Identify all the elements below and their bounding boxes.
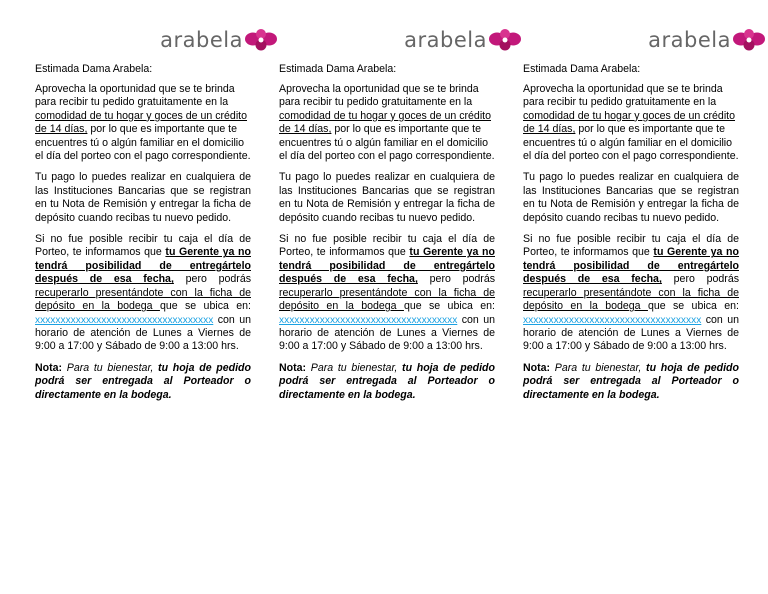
p3-recover-underline: recuperarlo presentándote con la ficha de depósito en la bodega (523, 286, 739, 313)
p3-gerente-warning: tu Gerente ya no tendrá posibilidad de entregártelo después de esa fecha, (279, 246, 495, 286)
p3-recover-underline: recuperarlo presentándote con la ficha de depósito en la bodega (35, 286, 251, 313)
note-paragraph (35, 362, 251, 402)
note-label: Nota: (35, 361, 63, 374)
note-text: tu hoja de pedido podrá ser entregada al Porteador o directamente en la bodega. (35, 361, 252, 401)
note-label: Nota: (279, 361, 307, 374)
p3-text: Si no fue posible recibir tu caja el día de Porteo, te informamos que (279, 233, 495, 259)
p3-gerente-warning: tu Gerente ya no tendrá posibilidad de entregártelo después de esa fecha, (35, 246, 251, 286)
p3-location-intro: que se ubica en: (159, 300, 251, 313)
p3-schedule: con un horario de atención de Lunes a Viernes de 9:00 a 17:00 y Sábado de 9:00 a 13:00 hrs. (35, 313, 251, 353)
p3-schedule: con un horario de atención de Lunes a Viernes de 9:00 a 17:00 y Sábado de 9:00 a 13:00 hrs. (523, 313, 739, 353)
p1-text-end: por lo que es importante que te encuentres tú o algún familiar en el domicilio el día del porteo con el pago correspondiente. (279, 123, 495, 163)
p3-location-intro: que se ubica en: (403, 300, 495, 313)
note-paragraph (523, 362, 739, 402)
note-intro: Para tu bienestar, (306, 361, 398, 374)
paragraph-1 (35, 83, 251, 163)
warehouse-address-link[interactable]: xxxxxxxxxxxxxxxxxxxxxxxxxxxxxxxxxxx (279, 314, 458, 326)
logo-text: arabela (648, 28, 731, 52)
paragraph-1 (523, 83, 739, 163)
letter-body (35, 83, 251, 410)
p1-credit-underline: comodidad de tu hogar y goces de un crédito de 14 días, (523, 109, 736, 136)
note-intro: Para tu bienestar, (62, 361, 154, 374)
warehouse-address-link[interactable]: xxxxxxxxxxxxxxxxxxxxxxxxxxxxxxxxxxx (35, 314, 214, 326)
p1-text: Aprovecha la oportunidad que se te brinda para recibir tu pedido gratuitamente en la (523, 83, 723, 109)
p1-text-end: por lo que es importante que te encuentres tú o algún familiar en el domicilio el día del porteo con el pago correspondiente. (523, 123, 739, 163)
orchid-icon (732, 28, 766, 52)
arabela-logo (404, 27, 522, 53)
greeting: Estimada Dama Arabela: (523, 63, 641, 75)
paragraph-3 (279, 233, 495, 354)
p3-recover-underline: recuperarlo presentándote con la ficha de depósito en la bodega (279, 286, 495, 313)
p3-text: Si no fue posible recibir tu caja el día de Porteo, te informamos que (35, 233, 251, 259)
p1-text: Aprovecha la oportunidad que se te brinda para recibir tu pedido gratuitamente en la (35, 83, 235, 109)
note-text: tu hoja de pedido podrá ser entregada al Porteador o directamente en la bodega. (279, 361, 496, 401)
orchid-icon (488, 28, 522, 52)
p3-text-mid: pero podrás (417, 273, 496, 286)
arabela-logo (160, 27, 278, 53)
p3-text-mid: pero podrás (661, 273, 740, 286)
greeting: Estimada Dama Arabela: (279, 63, 397, 75)
logo-text: arabela (404, 28, 487, 52)
p1-text-end: por lo que es importante que te encuentres tú o algún familiar en el domicilio el día del porteo con el pago correspondiente. (35, 123, 251, 163)
greeting: Estimada Dama Arabela: (35, 63, 153, 75)
p1-text: Aprovecha la oportunidad que se te brinda para recibir tu pedido gratuitamente en la (279, 83, 479, 109)
p3-location-intro: que se ubica en: (647, 300, 739, 313)
paragraph-1 (279, 83, 495, 163)
paragraph-3 (35, 233, 251, 354)
note-label: Nota: (523, 361, 551, 374)
paragraph-2: Tu pago lo puedes realizar en cualquiera de las Instituciones Bancarias que se registran en tu Nota de Remisión y entregar la ficha de depósito cuando recibas tu nuevo pedido. (35, 171, 251, 224)
p3-gerente-warning: tu Gerente ya no tendrá posibilidad de entregártelo después de esa fecha, (523, 246, 739, 286)
logo-text: arabela (160, 28, 243, 52)
orchid-icon (244, 28, 278, 52)
p1-credit-underline: comodidad de tu hogar y goces de un crédito de 14 días, (279, 109, 492, 136)
note-text: tu hoja de pedido podrá ser entregada al Porteador o directamente en la bodega. (523, 361, 740, 401)
p1-credit-underline: comodidad de tu hogar y goces de un crédito de 14 días, (35, 109, 248, 136)
p3-text: Si no fue posible recibir tu caja el día de Porteo, te informamos que (523, 233, 739, 259)
p3-text-mid: pero podrás (173, 273, 252, 286)
paragraph-3 (523, 233, 739, 354)
arabela-logo (648, 27, 766, 53)
p3-schedule: con un horario de atención de Lunes a Viernes de 9:00 a 17:00 y Sábado de 9:00 a 13:00 hrs. (279, 313, 495, 353)
paragraph-2: Tu pago lo puedes realizar en cualquiera de las Instituciones Bancarias que se registran en tu Nota de Remisión y entregar la ficha de depósito cuando recibas tu nuevo pedido. (279, 171, 495, 224)
warehouse-address-link[interactable]: xxxxxxxxxxxxxxxxxxxxxxxxxxxxxxxxxxx (523, 314, 702, 326)
paragraph-2: Tu pago lo puedes realizar en cualquiera de las Instituciones Bancarias que se registran en tu Nota de Remisión y entregar la ficha de depósito cuando recibas tu nuevo pedido. (523, 171, 739, 224)
note-intro: Para tu bienestar, (550, 361, 642, 374)
letter-body (279, 83, 495, 410)
note-paragraph (279, 362, 495, 402)
letter-body (523, 83, 739, 410)
